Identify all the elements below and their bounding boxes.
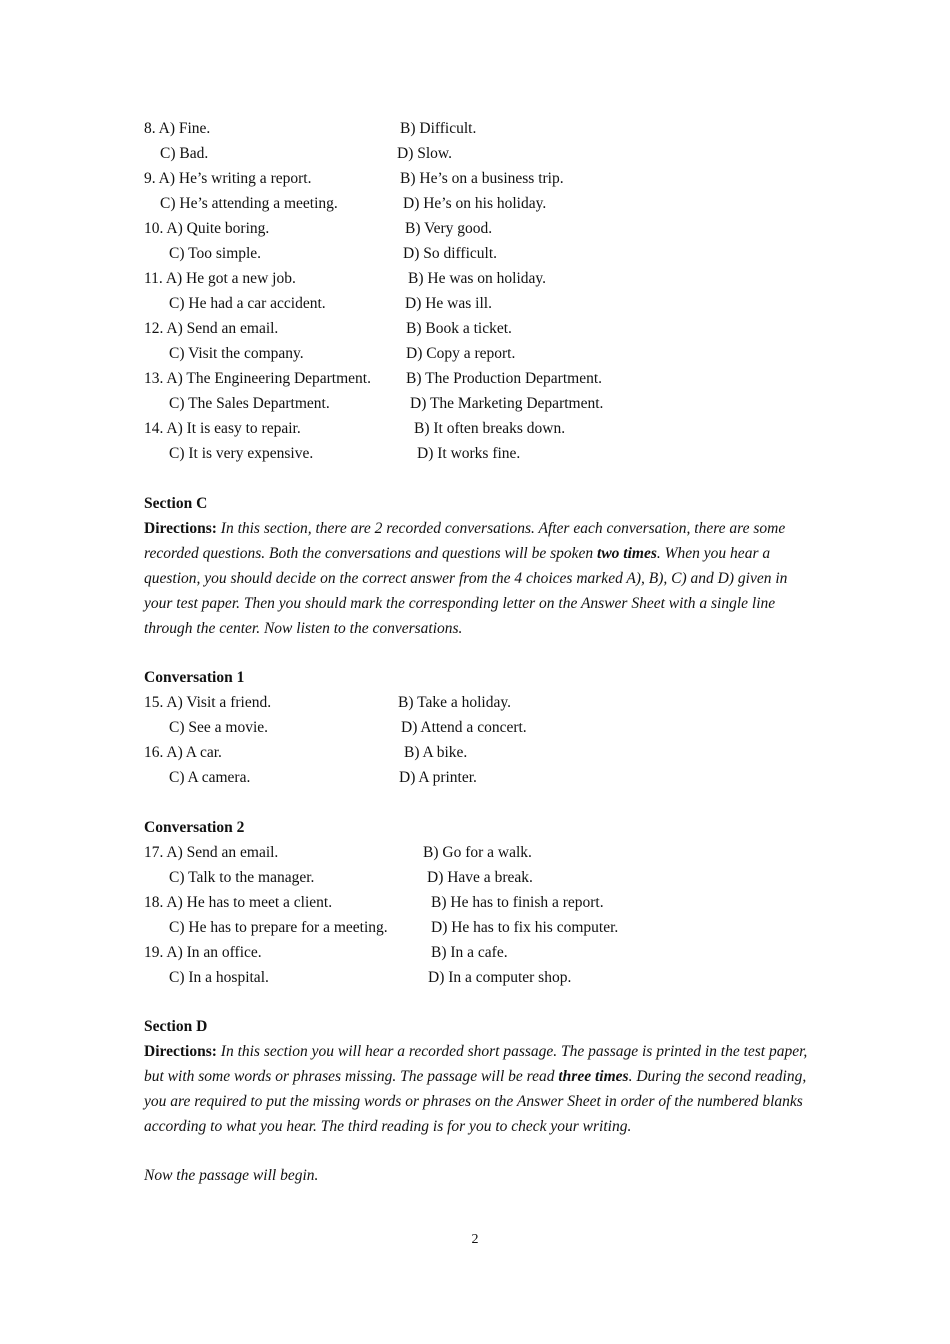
directions-text: In this section, there are 2 recorded conversations. After each conversation, there are some recorded questions. Both the conversations and questions will be spoken [144,520,786,562]
option-c: C) A camera. [169,769,251,786]
option-b: B) A bike. [404,744,468,761]
option-c: C) See a movie. [169,719,269,736]
conversation-1-heading: Conversation 1 [144,669,245,686]
option-b: B) Take a holiday. [398,694,511,711]
option-d: D) In a computer shop. [428,969,572,986]
option-c: C) He has to prepare for a meeting. [169,919,388,936]
option-d: D) A printer. [399,769,477,786]
option-c: C) The Sales Department. [169,395,330,412]
option-c: C) It is very expensive. [169,445,314,462]
option-a: 16. A) A car. [144,744,222,761]
option-a: 18. A) He has to meet a client. [144,894,333,911]
option-d: D) Copy a report. [406,345,516,362]
option-a: 13. A) The Engineering Department. [144,370,371,387]
directions-text: In this section you will hear a recorded short passage. The passage is printed in the test paper, but with some words or phrases missing. The passage will be read [144,1043,808,1085]
option-b: B) Very good. [405,220,493,237]
option-a: 11. A) He got a new job. [144,270,296,287]
option-d: D) Have a break. [427,869,533,886]
directions-label: Directions: [144,1043,217,1060]
option-d: D) He’s on his holiday. [403,195,547,212]
section-d-directions [144,1039,808,1139]
section-d-closing: Now the passage will begin. [144,1167,319,1184]
option-c: C) Too simple. [169,245,262,262]
directions-emphasis: two times [597,545,657,562]
option-c: C) He’s attending a meeting. [160,195,338,212]
option-a: 10. A) Quite boring. [144,220,270,237]
option-c: C) In a hospital. [169,969,269,986]
directions-emphasis: three times [558,1068,629,1085]
option-d: D) It works fine. [417,445,521,462]
option-c: C) Bad. [160,145,209,162]
option-b: B) Book a ticket. [406,320,512,337]
option-c: C) Talk to the manager. [169,869,315,886]
directions-text: . During the second reading, you are required to put the missing words or phrases on the Answer Sheet in order of the numbered blanks according to what you hear. The third reading is for you to check your writing. [144,1068,807,1135]
option-a: 9. A) He’s writing a report. [144,170,312,187]
option-c: C) Visit the company. [169,345,304,362]
option-b: B) He’s on a business trip. [400,170,564,187]
option-b: B) Go for a walk. [423,844,532,861]
conversation-2-heading: Conversation 2 [144,819,245,836]
option-b: B) He was on holiday. [408,270,547,287]
option-b: B) It often breaks down. [414,420,566,437]
section-c-directions [144,516,808,641]
option-d: D) He was ill. [405,295,492,312]
option-a: 15. A) Visit a friend. [144,694,272,711]
option-d: D) Slow. [397,145,452,162]
option-c: C) He had a car accident. [169,295,326,312]
page-number: 2 [471,1232,479,1247]
section-c-heading: Section C [144,495,208,512]
option-d: D) So difficult. [403,245,497,262]
option-d: D) He has to fix his computer. [431,919,619,936]
option-b: B) In a cafe. [431,944,508,961]
option-a: 12. A) Send an email. [144,320,279,337]
option-b: B) He has to finish a report. [431,894,604,911]
option-d: D) Attend a concert. [401,719,527,736]
option-a: 17. A) Send an email. [144,844,279,861]
section-d-heading: Section D [144,1018,208,1035]
option-b: B) Difficult. [400,120,477,137]
directions-text: . When you hear a question, you should decide on the correct answer from the 4 choices marked A), B), C) and D) given in your test paper. Then you should mark the corresponding letter on the Answer Sheet with a single line through the center. Now listen to the conversations. [144,545,788,637]
option-a: 19. A) In an office. [144,944,262,961]
directions-label: Directions: [144,520,217,537]
option-a: 14. A) It is easy to repair. [144,420,301,437]
option-a: 8. A) Fine. [144,120,211,137]
option-d: D) The Marketing Department. [410,395,604,412]
option-b: B) The Production Department. [406,370,603,387]
